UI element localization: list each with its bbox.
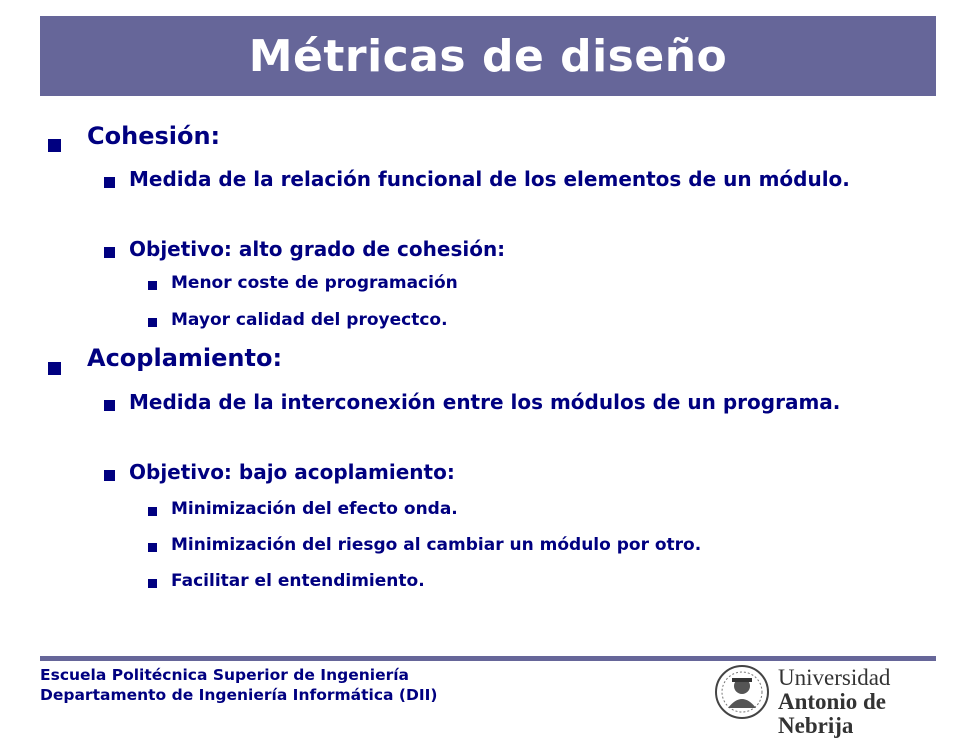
- title-bar: [40, 16, 936, 96]
- university-logo: [712, 664, 934, 738]
- logo-wordmark: [778, 666, 934, 738]
- cohesion-definition: Medida de la relación funcional de los elementos de un módulo.: [129, 167, 850, 191]
- bullet-square-icon: [148, 543, 157, 552]
- slide-title: Métricas de diseño: [248, 30, 728, 82]
- acoplamiento-benefit-3: Facilitar el entendimiento.: [171, 571, 425, 591]
- bullet-square-icon: [104, 247, 115, 258]
- acoplamiento-heading: Acoplamiento:: [87, 344, 283, 372]
- acoplamiento-objective: Objetivo: bajo acoplamiento:: [129, 460, 455, 484]
- footer-department: Departamento de Ingeniería Informática (DII): [40, 686, 438, 704]
- bullet-square-icon: [148, 318, 157, 327]
- bullet-square-icon: [104, 177, 115, 188]
- bullet-square-icon: [104, 400, 115, 411]
- bullet-square-icon: [148, 507, 157, 516]
- bullet-square-icon: [48, 139, 61, 152]
- logo-line-2: Antonio de Nebrija: [778, 689, 886, 738]
- cohesion-objective: Objetivo: alto grado de cohesión:: [129, 237, 506, 261]
- bullet-square-icon: [104, 470, 115, 481]
- acoplamiento-definition: Medida de la interconexión entre los módulos de un programa.: [129, 390, 841, 414]
- cohesion-benefit-1: Menor coste de programación: [171, 273, 458, 293]
- acoplamiento-benefit-1: Minimización del efecto onda.: [171, 499, 458, 519]
- cohesion-benefit-2: Mayor calidad del proyectco.: [171, 310, 448, 330]
- logo-line-1: Universidad: [778, 665, 891, 690]
- cohesion-heading: Cohesión:: [87, 122, 221, 150]
- bullet-square-icon: [148, 579, 157, 588]
- seal-icon: [714, 664, 770, 720]
- acoplamiento-benefit-2: Minimización del riesgo al cambiar un módulo por otro.: [171, 535, 702, 555]
- bullet-square-icon: [148, 281, 157, 290]
- footer: [40, 665, 437, 705]
- footer-school: Escuela Politécnica Superior de Ingeniería: [40, 666, 409, 684]
- footer-divider: [40, 656, 936, 661]
- bullet-square-icon: [48, 362, 61, 375]
